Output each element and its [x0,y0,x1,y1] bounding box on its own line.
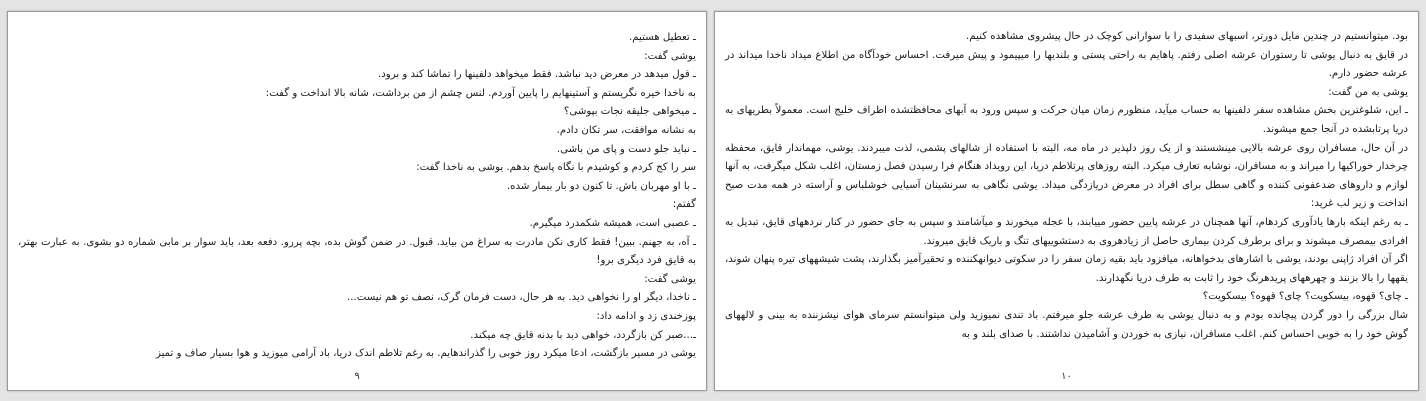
paragraph: بود. میتوانستیم در چندین مایل دورتر، اسبهای سفیدی را با سوارانی کوچک در حال پیشروی مشاهده کنیم. [966,31,1408,42]
paragraph: پوزخندی زد و ادامه داد: [596,310,696,322]
page-body-text [18,29,696,364]
paragraph: ـ به رغم اینکه بارها یادآوری کردهام، آنها همچنان در عرشه پایین حضور مییابند، با عجله میخورند و میآشامند و سپس به جای حضور در کنار نردههای قایق، تبدیل به افرادی بیمصرف میشوند و برای برطرف کردن بیماری حاصل از زیادهروی به دستشوییهای تنگ و باریک قایق میروند. [725,216,1408,247]
paragraph: یوشی به من گفت: [1328,86,1408,98]
paragraph: یوشی در مسیر بازگشت، ادعا میکرد روز خوبی را گذراندهایم. به رغم تلاطم اندک دریا، باد آرامی میوزید و هوا بسیار صاف و تمیز [155,348,696,360]
paragraph: ـ ناخدا، دیگر او را نخواهی دید. به هر حال، دست فرمان گرک، نصف تو هم نیست... [347,292,696,304]
book-page-right [714,11,1419,391]
paragraph: یوشی گفت: [644,50,696,62]
paragraph: اگر آن افراد ژاپنی بودند، یوشی با اشارهای بدخواهانه، میافزود باید بقیه زمان سفر را در سکوتی دیوانهکننده و تحقیرآمیز بگذارند، پشت شیشههای تیره پنهان شوند، یقهها را بالا بزنند و چهرههای پریدهرنگ خود را ثابت به طرف دریا نگهدارند. [725,254,1408,284]
paragraph: ـ...صبر کن بازگردد، خواهی دید با بدنه قایق چه میکند. [470,329,696,341]
paragraph: گفتم: [672,199,696,211]
paragraph: در قایق به دنبال یوشی تا رستوران عرشه اصلی رفتم. پاهایم به راحتی پستی و بلندیها را میپیمود و پیش میرفت. احساس خودآگاه من اطلاع میداد ناخدا میداند در عرشه حضور دارم. [725,49,1408,80]
paragraph: ـ تعطیل هستیم. [629,32,696,43]
paragraph: شال بزرگی را دور گردن پیچانده بودم و به دنبال یوشی به طرف عرشه جلو میرفتم. باد تندی نمیوزید ولی میتوانستم سرمای هوای نیشزننده به بینی و لالههای گوش خود را به خوبی احساس کنم. اغلب مسافران، نیازی به خوردن و آشامیدن نداشتند. با صدای بلند و به [725,309,1408,340]
page-body-text [725,28,1408,344]
paragraph: به ناخدا خیره نگریستم و آستینهایم را پایین آوردم. لنس چشم از من برداشت، شانه بالا انداخت و گفت: [265,87,696,99]
paragraph: ـ میخواهی جلیقه نجات بپوشی؟ [563,106,696,118]
paragraph: سر را کج کردم و کوشیدم با نگاه پاسخ بدهم. یوشی به ناخدا گفت: [416,162,696,174]
paragraph: به نشانه موافقت، سر تکان دادم. [556,124,696,136]
paragraph: ـ آه، به جهنم. ببین! فقط کاری نکن مادرت به سراغ من بیاید. قبول. در ضمن گوش بده، بچه پررو. دفعه بعد، باید سوار بر مابی شماره دو بشوی. به عبارت بهتر، به قایق فرد دیگری برو! [18,236,696,267]
paragraph: ـ نباید جلو دست و پای من باشی. [556,143,696,155]
paragraph: در آن حال، مسافران روی عرشه بالایی مینشستند و از یک روز دلپذیر در ماه مه، البته با استفاده از شالهای پشمی، لذت میبردند. یوشی، مهماندار قایق، محفظه چرخدار خوراکیها را میراند و به مسافران، نوشابه تعارف میکرد. البته روزهای پرتلاطم دریا، این رویداد هنگام فرا رسیدن فصل زمستان، اغلب شکل میگرفت، به آنها لوازم و داروهای ضدعفونی کننده و گاهی سطل برای افراد در معرض دریازدگی میداد. یوشی نگاهی به سرنشینان آسیایی خوشلباس و آراسته در همه مدت صبح انداخت و زیر لب غرید: [725,142,1408,210]
paragraph: ـ چای؟ قهوه، بیسکویت؟ چای؟ قهوه؟ بیسکویت؟ [1202,291,1408,303]
paragraph: ـ قول میدهد در معرض دید نباشد. فقط میخواهد دلفینها را تماشا کند و برود. [378,69,696,81]
paragraph: یوشی گفت: [644,273,696,285]
page-number: ۱۰ [1061,371,1072,382]
paragraph: ـ با او مهربان باش. تا کنون دو بار بیمار شده. [506,180,696,192]
paragraph: ـ عصبی است، همیشه شکمدرد میگیرم. [529,217,696,229]
book-page-left [7,11,707,391]
paragraph: ـ این، شلوغترین بخش مشاهده سفر دلفینها به حساب میآید، منظورم زمان میان حرکت و سپس ورود به آبهای محافظتشده اطراف خلیج است. معمولاً بطریهای به دریا پرتابشده در آنجا جمع میشوند. [725,105,1408,135]
page-number: ۹ [354,371,360,382]
